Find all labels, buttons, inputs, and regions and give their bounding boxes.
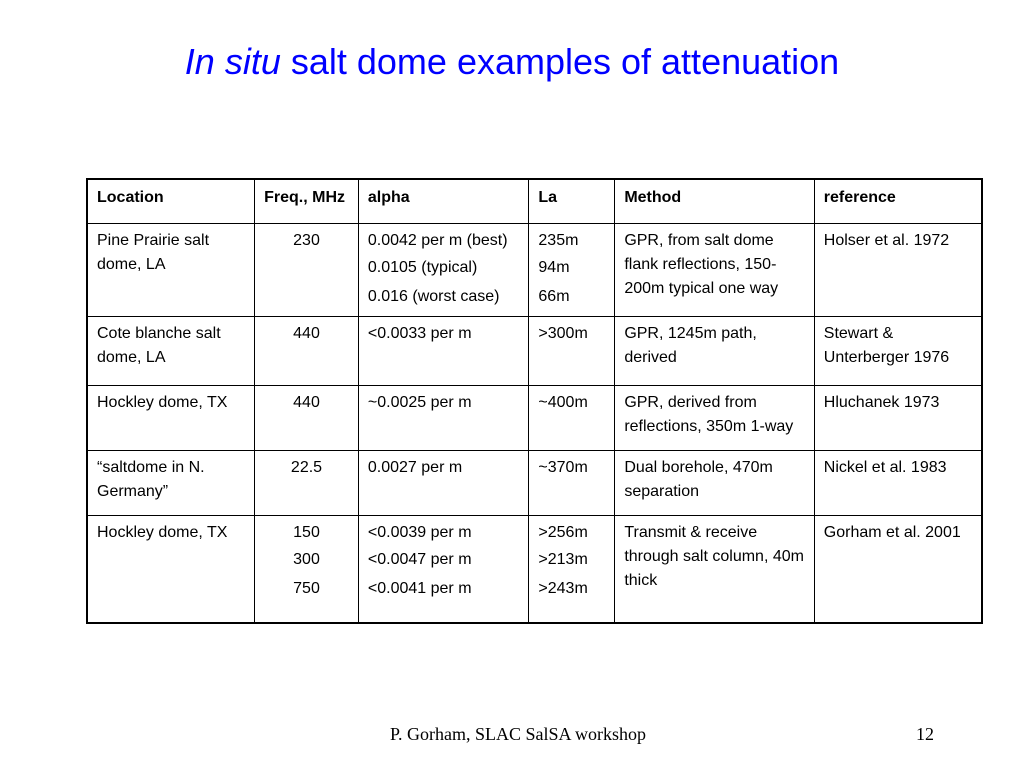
cell-reference: Holser et al. 1972 bbox=[814, 224, 982, 317]
cell-reference: Stewart & Unterberger 1976 bbox=[814, 317, 982, 386]
cell-alpha bbox=[358, 451, 529, 516]
la-value: 66m bbox=[538, 288, 570, 305]
cell-reference: Hluchanek 1973 bbox=[814, 386, 982, 451]
la-value: ~370m bbox=[538, 459, 588, 476]
header-location: Location bbox=[87, 179, 255, 224]
cell-method: Dual borehole, 470m separation bbox=[615, 451, 814, 516]
cell-reference: Gorham et al. 2001 bbox=[814, 516, 982, 624]
cell-location: Pine Prairie salt dome, LA bbox=[87, 224, 255, 317]
table-row bbox=[87, 386, 982, 451]
slide-title bbox=[0, 38, 1024, 86]
alpha-value: <0.0039 per m bbox=[367, 524, 472, 541]
frequency-value: 150 bbox=[293, 524, 320, 541]
cell-frequency bbox=[255, 317, 359, 386]
la-value: ~400m bbox=[538, 394, 588, 411]
cell-location: Hockley dome, TX bbox=[87, 386, 255, 451]
alpha-value: 0.0027 per m bbox=[367, 459, 463, 476]
frequency-value: 440 bbox=[293, 394, 320, 411]
header-method: Method bbox=[615, 179, 814, 224]
frequency-value: 230 bbox=[293, 232, 320, 249]
alpha-value: 0.0105 (typical) bbox=[367, 259, 478, 276]
header-frequency: Freq., MHz bbox=[255, 179, 359, 224]
slide-title-italic: In situ bbox=[184, 41, 281, 82]
alpha-value: <0.0033 per m bbox=[367, 325, 472, 342]
frequency-value: 440 bbox=[293, 325, 320, 342]
alpha-value: 0.016 (worst case) bbox=[367, 288, 500, 305]
table-row bbox=[87, 516, 982, 624]
cell-alpha bbox=[358, 516, 529, 624]
attenuation-table bbox=[86, 178, 983, 624]
cell-alpha bbox=[358, 386, 529, 451]
footer-text: P. Gorham, SLAC SalSA workshop bbox=[390, 724, 647, 744]
cell-frequency bbox=[255, 386, 359, 451]
cell-la bbox=[529, 451, 615, 516]
cell-method: GPR, from salt dome flank reflections, 150-200m typical one way bbox=[615, 224, 814, 317]
cell-method: Transmit & receive through salt column, 40m thick bbox=[615, 516, 814, 624]
table-row bbox=[87, 224, 982, 317]
cell-reference: Nickel et al. 1983 bbox=[814, 451, 982, 516]
alpha-value: <0.0041 per m bbox=[367, 580, 472, 597]
cell-location: Hockley dome, TX bbox=[87, 516, 255, 624]
table-header-row bbox=[87, 179, 982, 224]
header-alpha: alpha bbox=[358, 179, 529, 224]
frequency-value: 750 bbox=[293, 580, 320, 597]
alpha-value: 0.0042 per m (best) bbox=[367, 232, 508, 249]
frequency-value: 300 bbox=[293, 551, 320, 568]
cell-la bbox=[529, 516, 615, 624]
cell-method: GPR, derived from reflections, 350m 1-way bbox=[615, 386, 814, 451]
header-la: La bbox=[529, 179, 615, 224]
cell-frequency bbox=[255, 516, 359, 624]
cell-location: Cote blanche salt dome, LA bbox=[87, 317, 255, 386]
cell-location: “saltdome in N. Germany” bbox=[87, 451, 255, 516]
cell-la bbox=[529, 386, 615, 451]
page-number: 12 bbox=[916, 724, 934, 744]
alpha-value: ~0.0025 per m bbox=[367, 394, 472, 411]
la-value: 94m bbox=[538, 259, 570, 276]
cell-frequency bbox=[255, 451, 359, 516]
la-value: >300m bbox=[538, 325, 588, 342]
alpha-value: <0.0047 per m bbox=[367, 551, 472, 568]
cell-alpha bbox=[358, 224, 529, 317]
cell-alpha bbox=[358, 317, 529, 386]
slide-title-rest: salt dome examples of attenuation bbox=[290, 41, 840, 82]
frequency-value: 22.5 bbox=[290, 459, 323, 476]
la-value: >243m bbox=[538, 580, 588, 597]
cell-la bbox=[529, 317, 615, 386]
cell-method: GPR, 1245m path, derived bbox=[615, 317, 814, 386]
cell-la bbox=[529, 224, 615, 317]
table-row bbox=[87, 317, 982, 386]
la-value: 235m bbox=[538, 232, 579, 249]
la-value: >256m bbox=[538, 524, 588, 541]
table-row bbox=[87, 451, 982, 516]
cell-frequency bbox=[255, 224, 359, 317]
header-reference: reference bbox=[814, 179, 982, 224]
la-value: >213m bbox=[538, 551, 588, 568]
